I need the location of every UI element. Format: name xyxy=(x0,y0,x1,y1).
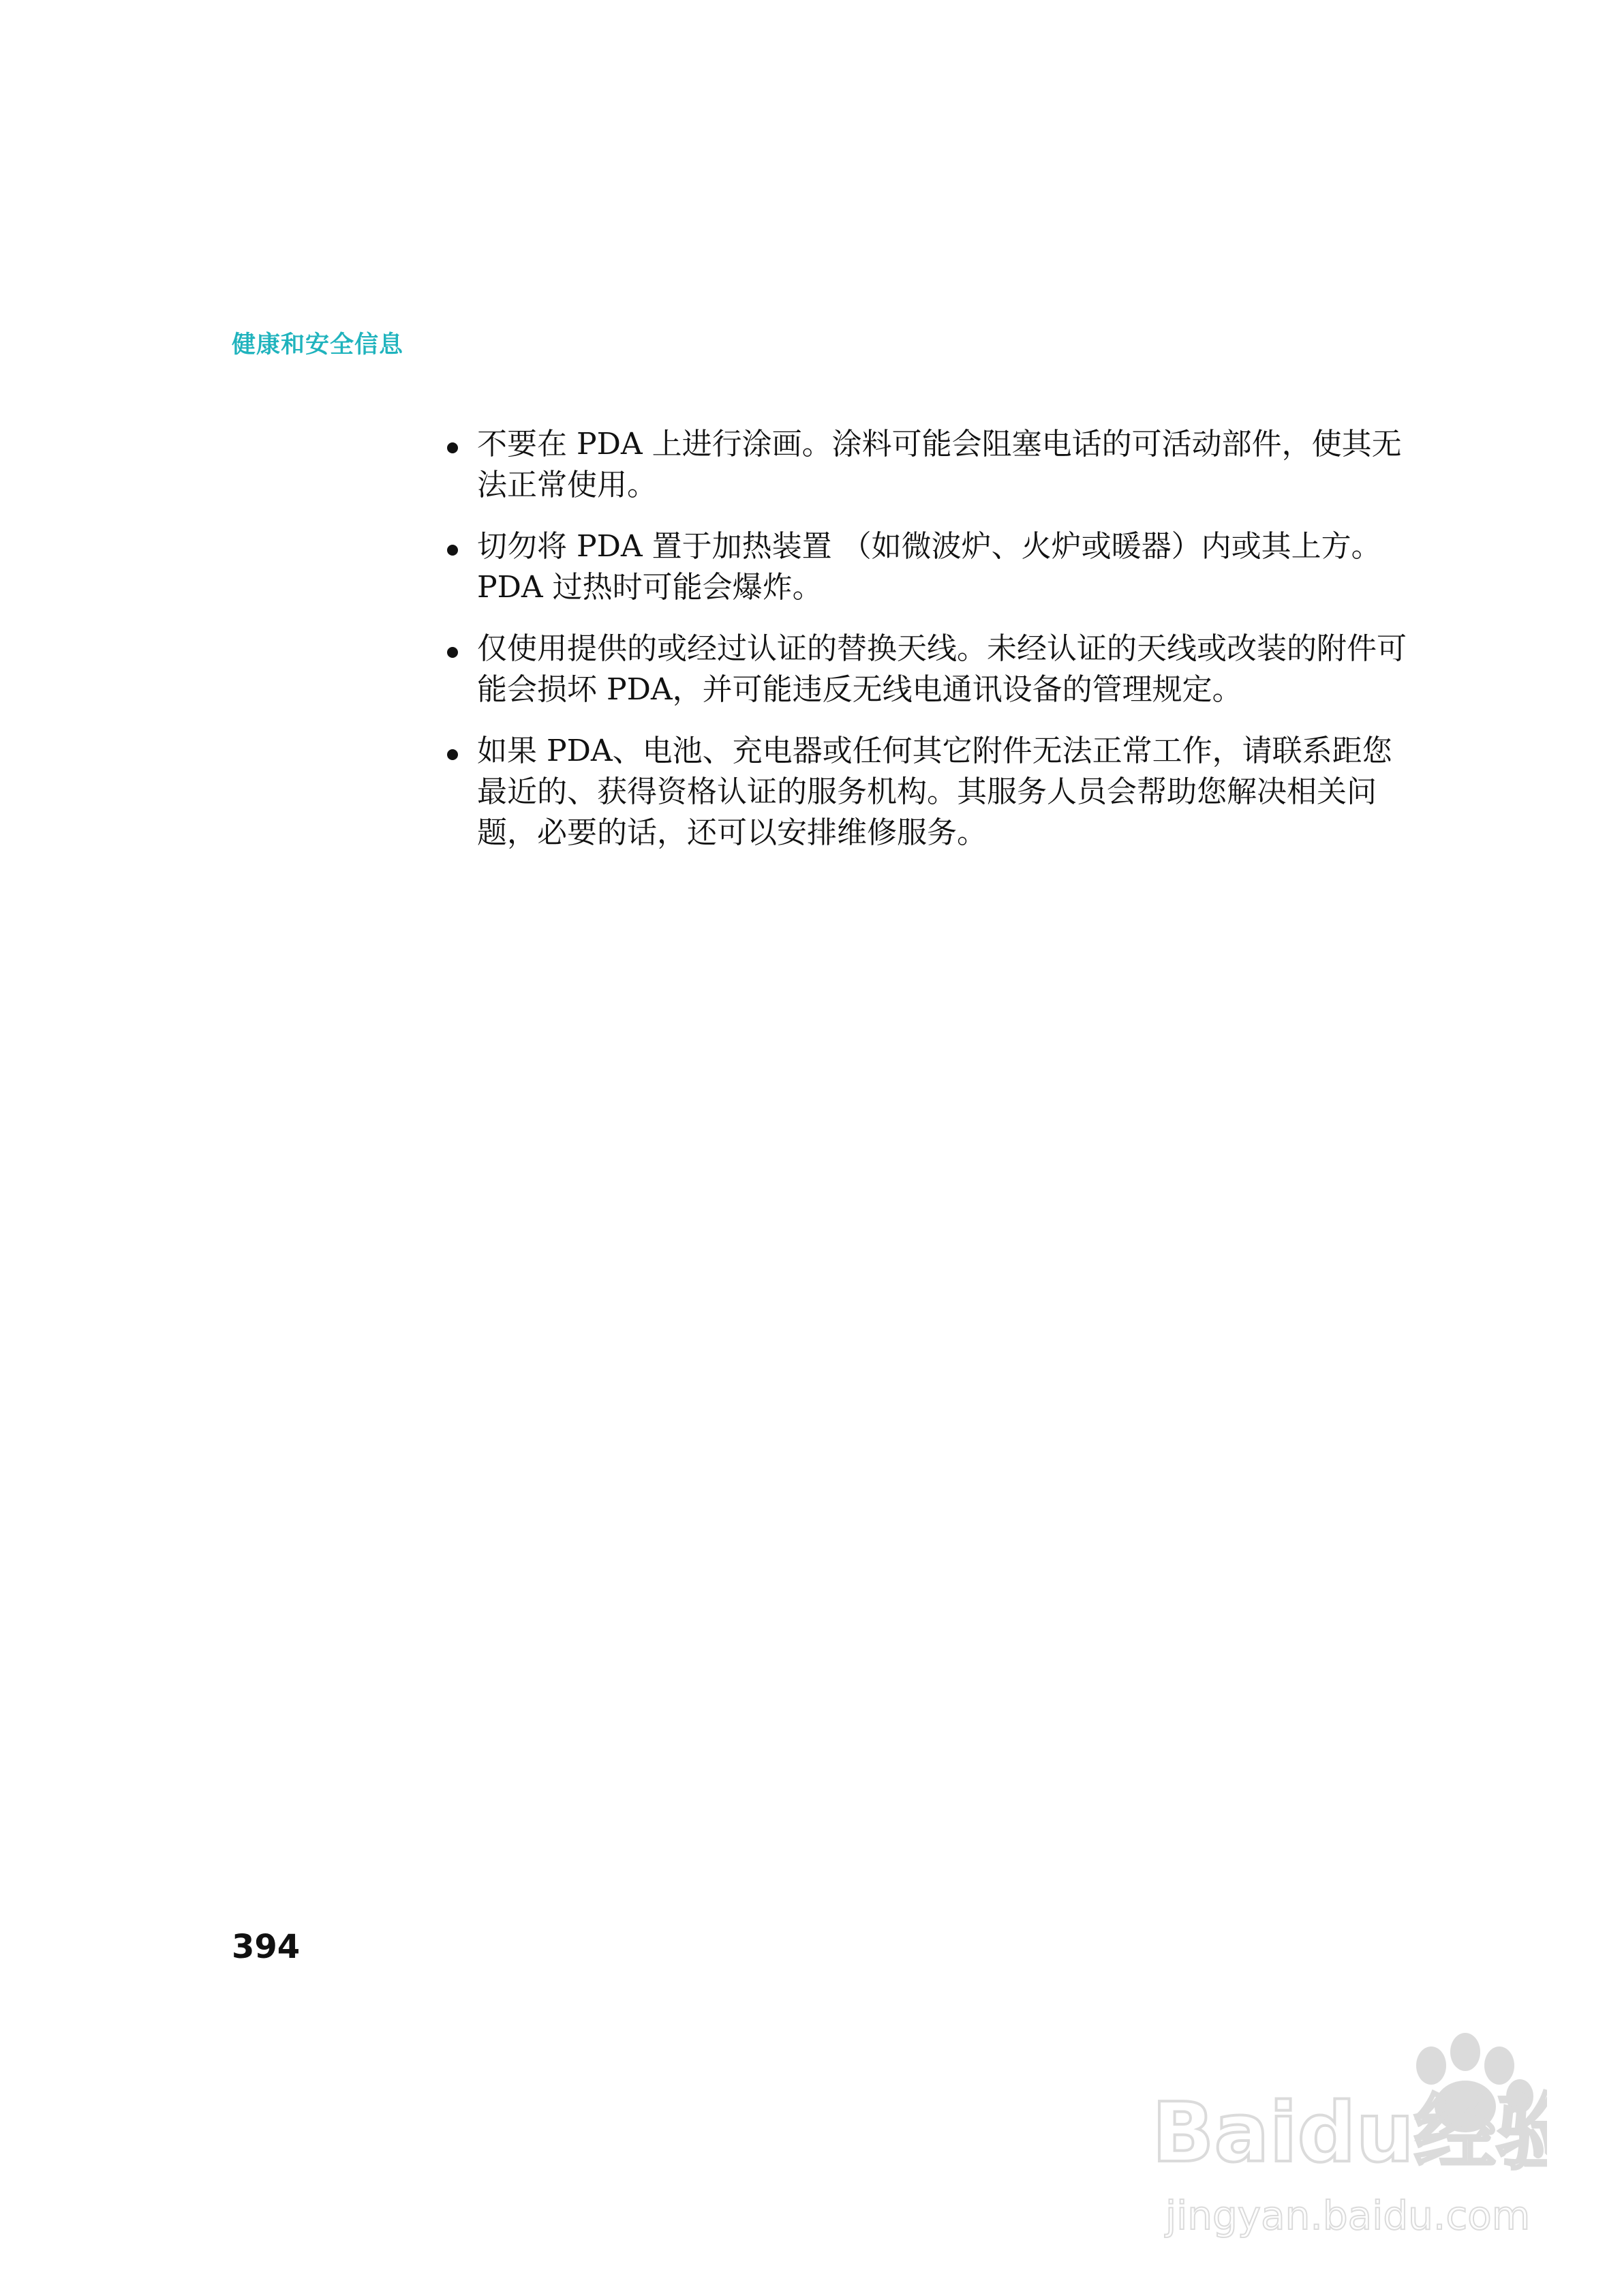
section-title: 健康和安全信息 xyxy=(232,331,404,359)
bullet-item xyxy=(443,731,1411,854)
safety-bullet-list xyxy=(443,424,1411,874)
baidu-watermark-logo xyxy=(1138,2025,1547,2243)
bullet-text: 不要在 PDA 上进行涂画。涂料可能会阻塞电话的可活动部件，使其无法正常使用。 xyxy=(477,427,1402,502)
bullet-text: 切勿将 PDA 置于加热装置 （如微波炉、火炉或暖器）内或其上方。 PDA 过热时可能会爆炸。 xyxy=(477,529,1381,605)
bullet-dot-icon xyxy=(447,647,458,658)
bullet-item xyxy=(443,629,1411,710)
bullet-item xyxy=(443,526,1411,608)
bullet-dot-icon xyxy=(447,749,458,760)
bullet-dot-icon xyxy=(447,545,458,556)
watermark-brand-text: Baidu经验 xyxy=(1152,2086,1547,2181)
bullet-dot-icon xyxy=(447,442,458,453)
bullet-text: 仅使用提供的或经过认证的替换天线。未经认证的天线或改装的附件可能会损坏 PDA，并可能违反无线电通讯设备的管理规定。 xyxy=(477,631,1407,707)
page-number: 394 xyxy=(232,1928,301,1966)
watermark-url-text: jingyan.baidu.com xyxy=(1165,2192,1531,2239)
bullet-item xyxy=(443,424,1411,506)
bullet-text: 如果 PDA、电池、充电器或任何其它附件无法正常工作，请联系距您最近的、获得资格认证的服务机构。其服务人员会帮助您解决相关问题，必要的话，还可以安排维修服务。 xyxy=(477,734,1392,850)
